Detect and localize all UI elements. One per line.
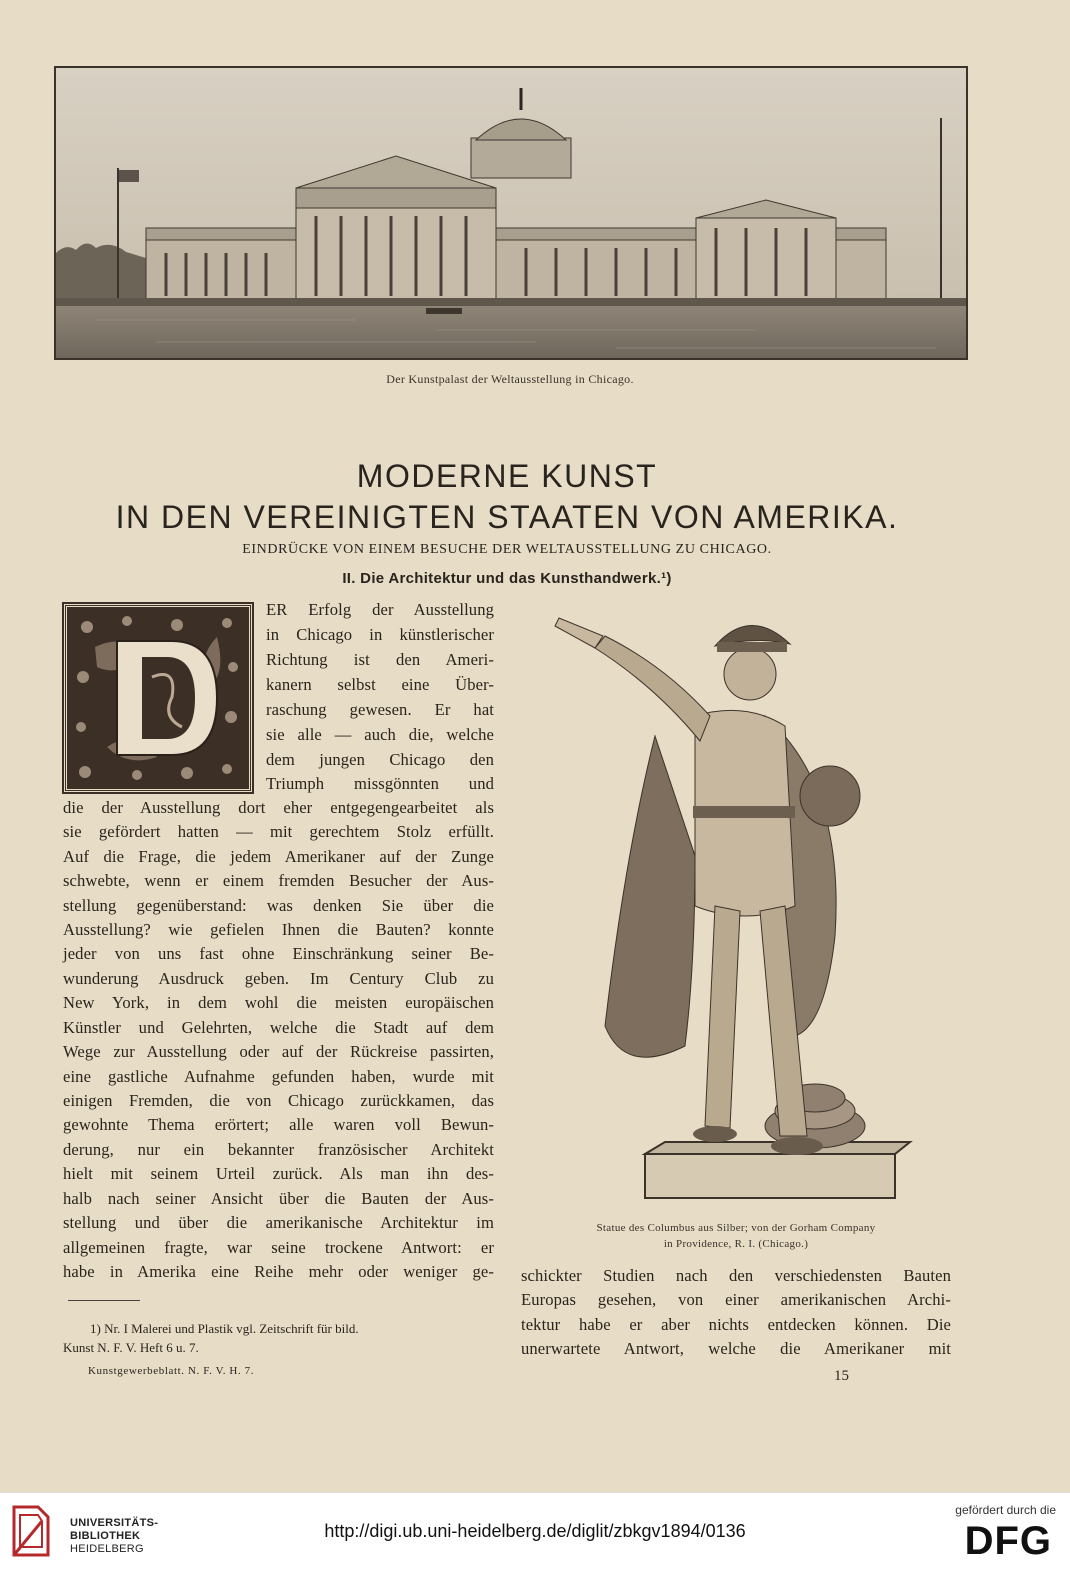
footnote-rule — [68, 1300, 140, 1301]
text-line: stellung und über die amerikanische Architektur im — [63, 1213, 494, 1232]
text-line: jeder von uns fast ohne Einschränkung seiner Be- — [63, 944, 494, 963]
subtitle: EINDRÜCKE VON EINEM BESUCHE DER WELTAUSSTELLUNG ZU CHICAGO. — [242, 542, 772, 557]
statue-caption-line: in Providence, R. I. (Chicago.) — [663, 1238, 809, 1250]
funding-label: gefördert durch die — [955, 1503, 1056, 1517]
text-line: hielt mit seinem Urteil zurück. Als man ihn des- — [63, 1164, 494, 1183]
text-line: raschung gewesen. Er hat — [266, 700, 494, 719]
text-line: stellung gegenüberstand: was denken Sie über die — [63, 896, 494, 915]
text-line: gewohnte Thema erörtert; alle waren voll Bewun- — [63, 1115, 494, 1134]
text-line: ER Erfolg der Ausstellung — [266, 600, 494, 619]
text-line: dem jungen Chicago den — [266, 750, 494, 769]
text-line: schwebte, wenn er einem fremden Besucher der Aus- — [63, 871, 494, 890]
text-line: sie gefördert hatten — mit gerechtem Stolz erfüllt. — [63, 822, 494, 841]
library-name-line: UNIVERSITÄTS- — [70, 1517, 159, 1529]
text-line: Europas gesehen, von einer amerikanischen Archi- — [521, 1290, 951, 1309]
text-line: habe in Amerika eine Reihe mehr oder weniger ge- — [63, 1262, 494, 1281]
dfg-logo[interactable]: DFG — [964, 1519, 1052, 1563]
text-line: Ausstellung? wie gefielen Ihnen die Bauten? konnte — [63, 920, 494, 939]
text-line: in Chicago in künstlerischer — [266, 625, 494, 644]
digital-library-footer — [0, 1492, 1070, 1573]
text-line: einigen Fremden, die von Chicago zurückkamen, das — [63, 1091, 494, 1110]
top-image-caption: Der Kunstpalast der Weltausstellung in Chicago. — [386, 372, 634, 386]
text-line: Künstler und Gelehrten, welche die Stadt auf dem — [63, 1018, 494, 1037]
title-line-2: IN DEN VEREINIGTEN STAATEN VON AMERIKA. — [115, 499, 899, 535]
section-heading: II. Die Architektur und das Kunsthandwerk.¹) — [342, 570, 672, 587]
text-line: Triumph missgönnten und — [266, 774, 494, 793]
text-line: Wege zur Ausstellung oder auf der Rückreise passirten, — [63, 1042, 494, 1061]
text-line: unerwartete Antwort, welche die Amerikaner mit — [521, 1339, 951, 1358]
text-line: wunderung Ausdruck geben. Im Century Club zu — [63, 969, 494, 988]
kunstpalast-engraving — [54, 66, 968, 360]
decorated-initial — [64, 604, 252, 792]
text-line: Auf die Frage, die jedem Amerikaner auf der Zunge — [63, 847, 494, 866]
library-name-line: HEIDELBERG — [70, 1543, 144, 1555]
text-line: sie alle — auch die, welche — [266, 725, 494, 744]
text-line: schickter Studien nach den verschiedensten Bauten — [521, 1266, 951, 1285]
title-line-1: MODERNE KUNST — [356, 458, 658, 494]
library-name-line: BIBLIOTHEK — [70, 1530, 141, 1542]
text-line: Richtung ist den Ameri- — [266, 650, 494, 669]
text-line: tektur habe er aber nichts entdecken können. Die — [521, 1315, 951, 1334]
text-line: derung, nur ein bekannter französischer Architekt — [63, 1140, 494, 1159]
text-line: New York, in dem wohl die meisten europäischen — [63, 993, 494, 1012]
page-number: 15 — [834, 1368, 849, 1384]
document-url-link[interactable]: http://digi.ub.uni-heidelberg.de/diglit/zbkgv1894/0136 — [324, 1521, 746, 1541]
statue-caption-line: Statue des Columbus aus Silber; von der Gorham Company — [596, 1222, 876, 1234]
text-line: halb nach seiner Ansicht über die Bauten der Aus- — [63, 1189, 494, 1208]
footnote-line: 1) Nr. I Malerei und Plastik vgl. Zeitschrift für bild. — [90, 1321, 359, 1336]
text-line: eine gastliche Aufnahme gefunden haben, wurde mit — [63, 1067, 494, 1086]
signature-mark: Kunstgewerbeblatt. N. F. V. H. 7. — [88, 1365, 255, 1377]
initial-letter: D — [152, 724, 164, 741]
footnote-line: Kunst N. F. V. Heft 6 u. 7. — [63, 1340, 199, 1355]
text-line: allgemeinen fragte, war seine trockene Antwort: er — [63, 1238, 494, 1257]
text-line: die der Ausstellung dort eher entgegengearbeitet als — [63, 798, 494, 817]
text-line: kanern selbst eine Über- — [266, 675, 494, 694]
columbus-statue-illustration — [545, 606, 915, 1206]
